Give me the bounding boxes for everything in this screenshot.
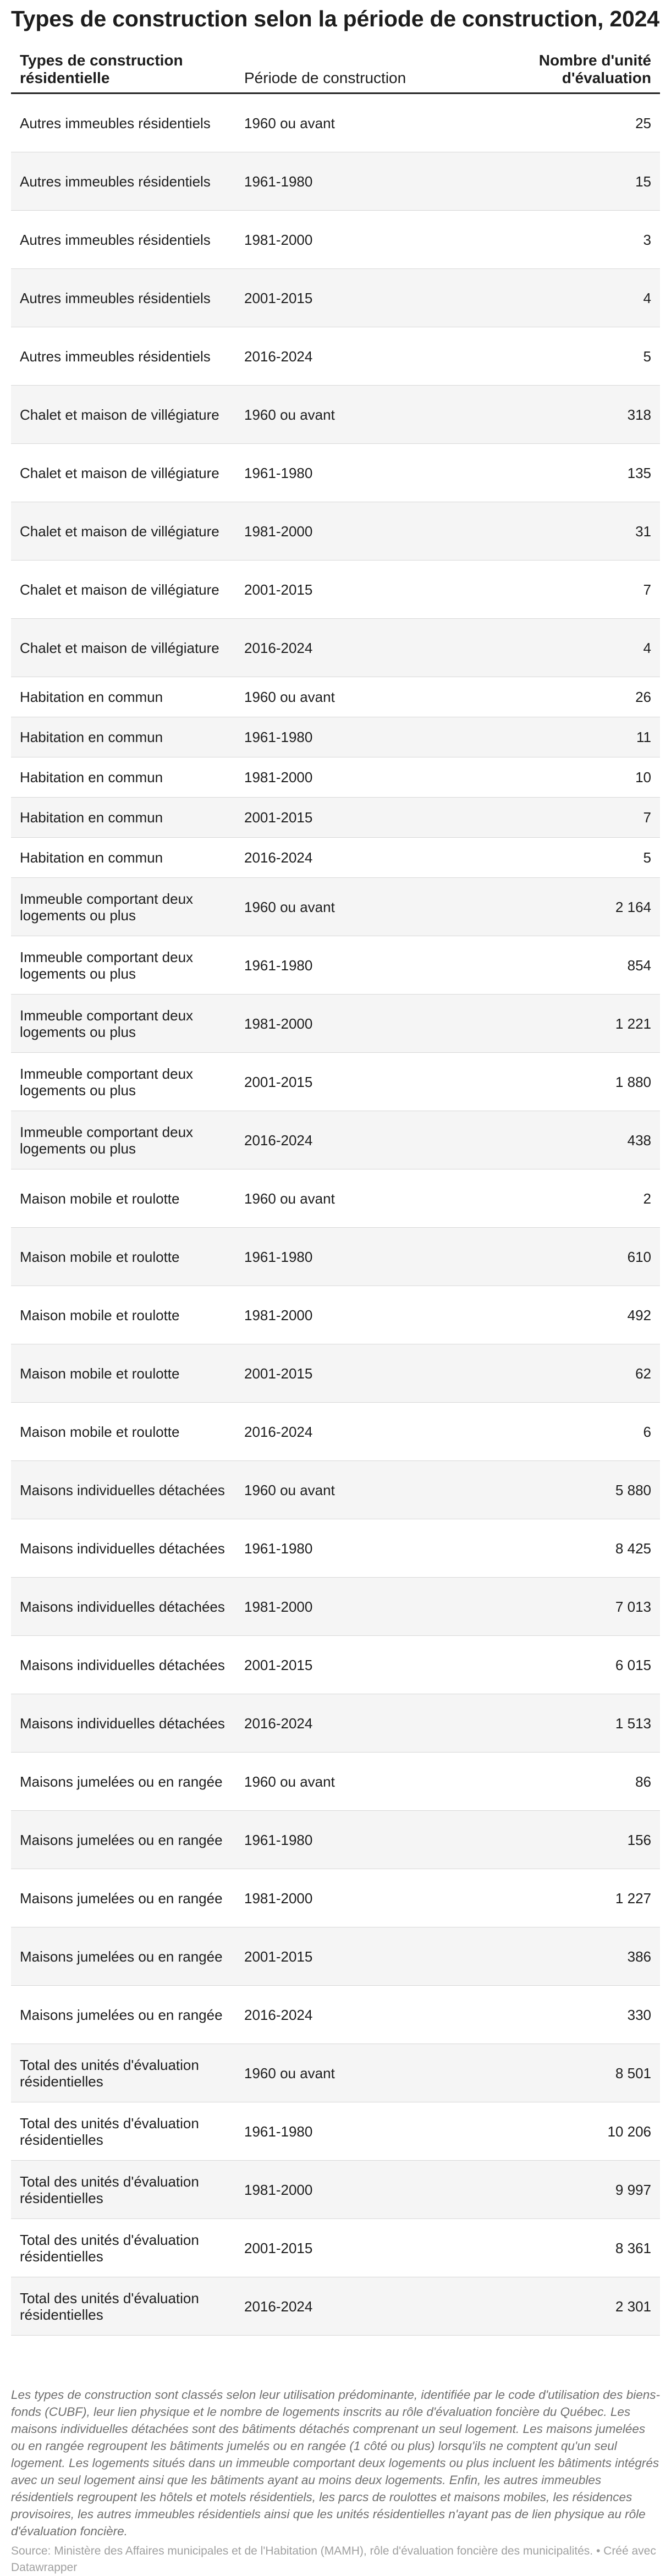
header-period[interactable]: Période de construction [235, 52, 510, 94]
cell-period: 1960 ou avant [235, 1461, 510, 1519]
cell-type: Maisons individuelles détachées [11, 1578, 235, 1636]
cell-count: 5 880 [510, 1461, 660, 1519]
cell-type: Total des unités d'évaluation résidentielles [11, 2161, 235, 2219]
table-row [11, 995, 660, 1053]
table-row [11, 1111, 660, 1169]
cell-count: 438 [510, 1111, 660, 1169]
table-row [11, 2277, 660, 2336]
cell-count: 1 880 [510, 1053, 660, 1111]
cell-count: 86 [510, 1753, 660, 1811]
table-row [11, 1344, 660, 1403]
cell-count: 31 [510, 502, 660, 561]
cell-period: 1981-2000 [235, 211, 510, 269]
cell-type: Immeuble comportant deux logements ou plus [11, 936, 235, 995]
cell-count: 610 [510, 1228, 660, 1286]
cell-count: 7 013 [510, 1578, 660, 1636]
cell-count: 10 206 [510, 2102, 660, 2161]
table-row [11, 1286, 660, 1344]
cell-period: 1981-2000 [235, 502, 510, 561]
table-row [11, 1927, 660, 1986]
cell-period: 2001-2015 [235, 1636, 510, 1694]
cell-type: Habitation en commun [11, 717, 235, 757]
cell-type: Maisons jumelées ou en rangée [11, 1811, 235, 1869]
table-row [11, 936, 660, 995]
cell-type: Habitation en commun [11, 838, 235, 878]
cell-type: Autres immeubles résidentiels [11, 211, 235, 269]
cell-count: 8 425 [510, 1519, 660, 1578]
cell-period: 1961-1980 [235, 936, 510, 995]
cell-period: 1961-1980 [235, 1228, 510, 1286]
table-row [11, 878, 660, 936]
cell-type: Total des unités d'évaluation résidentielles [11, 2277, 235, 2336]
cell-count: 8 361 [510, 2219, 660, 2277]
cell-type: Immeuble comportant deux logements ou plus [11, 1053, 235, 1111]
table-row [11, 838, 660, 878]
table-row [11, 1461, 660, 1519]
table-body [11, 94, 660, 2336]
cell-period: 1960 ou avant [235, 677, 510, 717]
cell-count: 62 [510, 1344, 660, 1403]
cell-count: 1 221 [510, 995, 660, 1053]
table-row [11, 1169, 660, 1228]
cell-count: 8 501 [510, 2044, 660, 2102]
cell-period: 1960 ou avant [235, 878, 510, 936]
footnote: Les types de construction sont classés selon leur utilisation prédominante, identifiée par le code d'utilisation des biens-fonds (CUBF), leur lien physique et le nombre de logements inscrits au rôle d'évaluation foncière du Québec. Les maisons individuelles détachées sont des bâtiments détachés comprenant un seul logement. Les maisons jumelées ou en rangée regroupent les bâtiments jumelés ou en rangée (1 côté ou plus) lorsqu'ils ne comptent qu'un seul logement. Les logements situés dans un immeuble comportant deux logements ou plus incluent les bâtiments intégrés avec un seul logement ainsi que les bâtiments ayant au moins deux logements. Enfin, les autres immeubles résidentiels regroupent les hôtels et motels résidentiels, les parcs de roulottes et maisons mobiles, les résidences provisoires, les autres immeubles résidentiels ainsi que les unités résidentielles n'ayant pas de lien physique au rôle d'évaluation foncière. [11, 2388, 660, 2538]
cell-count: 4 [510, 619, 660, 677]
header-type[interactable]: Types de construction résidentielle [11, 52, 235, 94]
table-row [11, 561, 660, 619]
table-row [11, 1869, 660, 1927]
cell-type: Immeuble comportant deux logements ou plus [11, 878, 235, 936]
cell-count: 1 513 [510, 1694, 660, 1753]
cell-count: 3 [510, 211, 660, 269]
cell-count: 5 [510, 327, 660, 386]
table-row [11, 1053, 660, 1111]
cell-period: 1961-1980 [235, 2102, 510, 2161]
cell-period: 2016-2024 [235, 619, 510, 677]
cell-type: Immeuble comportant deux logements ou plus [11, 995, 235, 1053]
cell-type: Maison mobile et roulotte [11, 1286, 235, 1344]
header-count[interactable]: Nombre d'unité d'évaluation [510, 52, 660, 94]
table-row [11, 502, 660, 561]
cell-count: 2 [510, 1169, 660, 1228]
cell-count: 5 [510, 838, 660, 878]
cell-count: 330 [510, 1986, 660, 2044]
cell-count: 26 [510, 677, 660, 717]
cell-type: Maisons individuelles détachées [11, 1694, 235, 1753]
table-row [11, 269, 660, 327]
cell-count: 6 [510, 1403, 660, 1461]
table-row [11, 717, 660, 757]
cell-period: 1961-1980 [235, 717, 510, 757]
cell-count: 854 [510, 936, 660, 995]
cell-type: Total des unités d'évaluation résidentielles [11, 2044, 235, 2102]
cell-type: Chalet et maison de villégiature [11, 619, 235, 677]
table-row [11, 757, 660, 798]
cell-period: 1960 ou avant [235, 94, 510, 152]
table-row [11, 386, 660, 444]
table-row [11, 2161, 660, 2219]
table-row [11, 677, 660, 717]
table-row [11, 94, 660, 152]
cell-period: 1961-1980 [235, 152, 510, 211]
cell-period: 2001-2015 [235, 2219, 510, 2277]
cell-count: 11 [510, 717, 660, 757]
cell-type: Chalet et maison de villégiature [11, 444, 235, 502]
cell-period: 2001-2015 [235, 561, 510, 619]
table-row [11, 1228, 660, 1286]
cell-type: Habitation en commun [11, 677, 235, 717]
table-header-row [11, 52, 660, 94]
cell-period: 1961-1980 [235, 444, 510, 502]
cell-type: Maison mobile et roulotte [11, 1228, 235, 1286]
data-table [11, 52, 660, 2336]
cell-period: 1960 ou avant [235, 1169, 510, 1228]
cell-period: 1981-2000 [235, 757, 510, 798]
cell-count: 135 [510, 444, 660, 502]
cell-period: 2001-2015 [235, 1344, 510, 1403]
table-row [11, 1753, 660, 1811]
table-row [11, 619, 660, 677]
cell-count: 4 [510, 269, 660, 327]
cell-type: Maisons jumelées ou en rangée [11, 1753, 235, 1811]
cell-period: 2001-2015 [235, 1927, 510, 1986]
source-note: Source: Ministère des Affaires municipales et de l'Habitation (MAMH), rôle d'évaluation foncière des municipalités. • Créé avec Datawrapper [11, 2545, 656, 2574]
cell-period: 2001-2015 [235, 1053, 510, 1111]
cell-period: 1960 ou avant [235, 1753, 510, 1811]
cell-count: 7 [510, 798, 660, 838]
cell-count: 1 227 [510, 1869, 660, 1927]
cell-period: 1961-1980 [235, 1519, 510, 1578]
table-row [11, 2044, 660, 2102]
cell-period: 1981-2000 [235, 995, 510, 1053]
table-row [11, 1986, 660, 2044]
table-row [11, 444, 660, 502]
cell-type: Immeuble comportant deux logements ou plus [11, 1111, 235, 1169]
cell-type: Maison mobile et roulotte [11, 1403, 235, 1461]
cell-type: Habitation en commun [11, 757, 235, 798]
cell-period: 2001-2015 [235, 798, 510, 838]
table-row [11, 211, 660, 269]
cell-count: 492 [510, 1286, 660, 1344]
cell-period: 2016-2024 [235, 1986, 510, 2044]
cell-type: Maisons jumelées ou en rangée [11, 1986, 235, 2044]
cell-type: Chalet et maison de villégiature [11, 561, 235, 619]
table-row [11, 2102, 660, 2161]
cell-period: 1981-2000 [235, 1286, 510, 1344]
cell-type: Maison mobile et roulotte [11, 1344, 235, 1403]
cell-type: Maisons individuelles détachées [11, 1636, 235, 1694]
cell-period: 1981-2000 [235, 1578, 510, 1636]
cell-count: 6 015 [510, 1636, 660, 1694]
table-row [11, 1811, 660, 1869]
cell-period: 1981-2000 [235, 2161, 510, 2219]
cell-type: Habitation en commun [11, 798, 235, 838]
cell-period: 2016-2024 [235, 2277, 510, 2336]
chart-title: Types de construction selon la période de construction, 2024 [11, 6, 659, 31]
cell-count: 15 [510, 152, 660, 211]
cell-count: 9 997 [510, 2161, 660, 2219]
cell-type: Maisons jumelées ou en rangée [11, 1927, 235, 1986]
cell-count: 318 [510, 386, 660, 444]
cell-type: Autres immeubles résidentiels [11, 269, 235, 327]
cell-count: 156 [510, 1811, 660, 1869]
table-row [11, 1519, 660, 1578]
cell-type: Maison mobile et roulotte [11, 1169, 235, 1228]
cell-period: 1960 ou avant [235, 386, 510, 444]
cell-period: 2016-2024 [235, 838, 510, 878]
cell-period: 1961-1980 [235, 1811, 510, 1869]
cell-period: 2016-2024 [235, 1111, 510, 1169]
table-row [11, 1403, 660, 1461]
table-row [11, 798, 660, 838]
cell-count: 2 164 [510, 878, 660, 936]
cell-type: Chalet et maison de villégiature [11, 502, 235, 561]
cell-period: 2016-2024 [235, 1694, 510, 1753]
cell-type: Chalet et maison de villégiature [11, 386, 235, 444]
table-row [11, 1636, 660, 1694]
cell-type: Autres immeubles résidentiels [11, 94, 235, 152]
table-row [11, 1578, 660, 1636]
cell-type: Total des unités d'évaluation résidentielles [11, 2219, 235, 2277]
cell-period: 1981-2000 [235, 1869, 510, 1927]
cell-type: Total des unités d'évaluation résidentielles [11, 2102, 235, 2161]
cell-type: Maisons individuelles détachées [11, 1461, 235, 1519]
table-row [11, 2219, 660, 2277]
cell-count: 25 [510, 94, 660, 152]
table-row [11, 152, 660, 211]
cell-period: 2016-2024 [235, 1403, 510, 1461]
table-row [11, 327, 660, 386]
cell-count: 386 [510, 1927, 660, 1986]
cell-period: 2001-2015 [235, 269, 510, 327]
cell-count: 10 [510, 757, 660, 798]
table-row [11, 1694, 660, 1753]
cell-type: Maisons jumelées ou en rangée [11, 1869, 235, 1927]
cell-period: 2016-2024 [235, 327, 510, 386]
cell-type: Autres immeubles résidentiels [11, 152, 235, 211]
cell-type: Autres immeubles résidentiels [11, 327, 235, 386]
cell-period: 1960 ou avant [235, 2044, 510, 2102]
cell-count: 7 [510, 561, 660, 619]
cell-type: Maisons individuelles détachées [11, 1519, 235, 1578]
cell-count: 2 301 [510, 2277, 660, 2336]
